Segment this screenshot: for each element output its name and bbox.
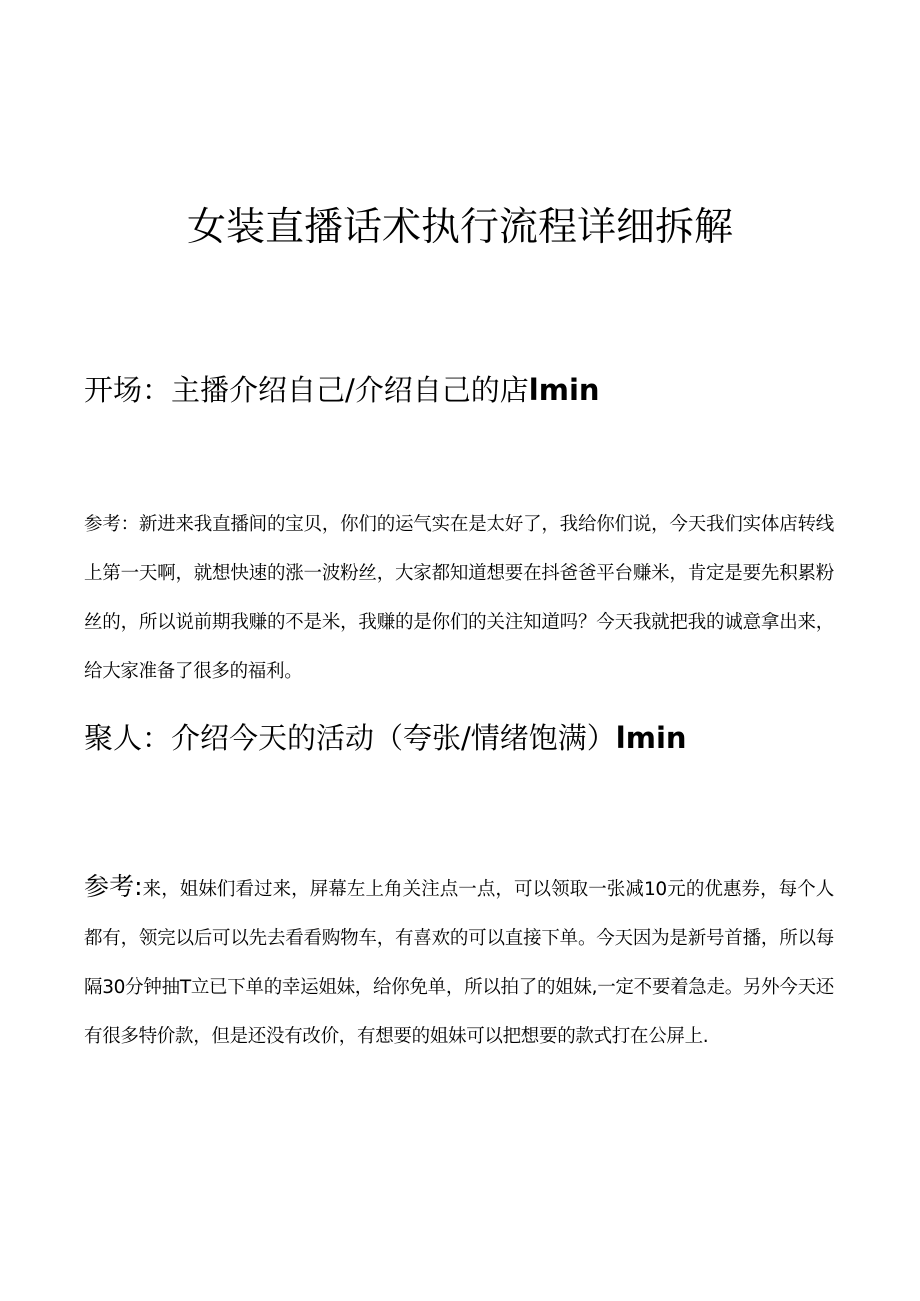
section-duration: lmin xyxy=(615,721,687,755)
reference-text: 新进来我直播间的宝贝，你们的运气实在是太好了，我给你们说，今天我们实体店转线上第一天啊，就想快速的涨一波粉丝，大家都知道想要在抖爸爸平台赚米，肯定是要先积累粉丝的，所以说前期我赚的不是米，我赚的是你们的关注知道吗？今天我就把我的诚意拿出来，给大家准备了很多的福利。 xyxy=(84,514,834,682)
section-heading-opening xyxy=(84,367,844,413)
section-heading-gathering xyxy=(84,715,844,761)
section-heading-text: 开场：主播介绍自己/介绍自己的店 xyxy=(84,373,529,407)
document-title: 女装直播话术执行流程详细拆解 xyxy=(186,205,733,250)
section-duration: lmin xyxy=(528,373,600,407)
reference-paragraph-gathering xyxy=(84,862,834,1061)
reference-text: 来，姐妹们看过来，屏幕左上角关注点一点，可以领取一张减10元的优惠券，每个人都有，领完以后可以先去看看购物车，有喜欢的可以直接下单。今天因为是新号首播，所以每隔30分钟抽T立已下单的幸运姐妹，给你免单，所以拍了的姐妹,一定不要着急走。另外今天还有很多特价款，但是还没有改价，有想要的姐妹可以把想要的款式打在公屏上. xyxy=(84,879,834,1047)
reference-label: 参考: xyxy=(84,872,143,901)
section-heading-text: 聚人：介绍今天的活动（夸张/情绪饱满） xyxy=(84,721,616,755)
reference-paragraph-opening xyxy=(84,500,834,696)
reference-label: 参考： xyxy=(84,514,139,535)
